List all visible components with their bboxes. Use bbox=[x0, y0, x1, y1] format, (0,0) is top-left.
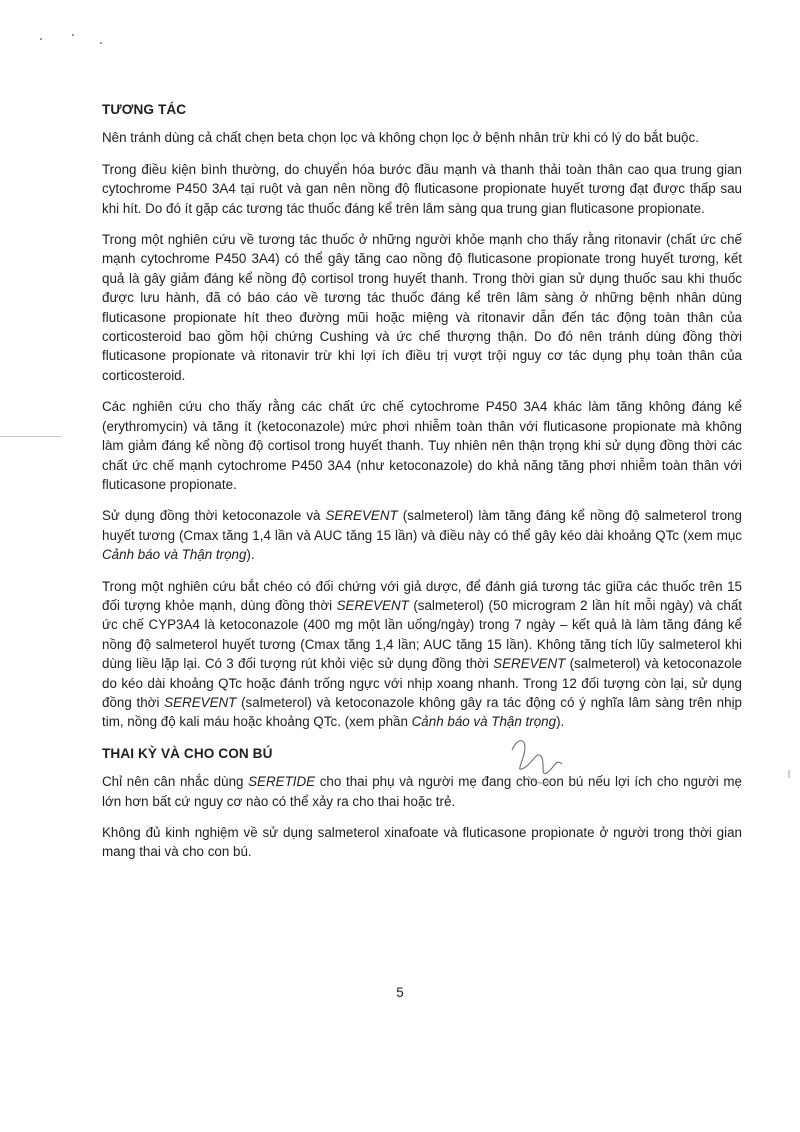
paragraph: Nên tránh dùng cả chất chẹn beta chọn lọc và không chọn lọc ở bệnh nhân trừ khi có lý do bắt buộc. bbox=[102, 130, 699, 146]
scan-edge-mark bbox=[788, 770, 790, 778]
paragraph: Các nghiên cứu cho thấy rằng các chất ức chế cytochrome P450 3A4 khác làm tăng không đáng kể (erythromycin) và tăng ít (ketoconazole) mức phơi nhiễm toàn thân với fluticasone propionate mà không làm giảm đáng kể nồng độ cortisol trong huyết thanh. Tuy nhiên nên thận trọng khi sử dụng đồng thời các chất ức chế mạnh cytochrome P450 3A4 (như ketoconazole) do khả năng tăng phơi nhiễm toàn thân với fluticasone propionate. bbox=[102, 399, 742, 492]
handwritten-signature bbox=[494, 728, 584, 798]
paragraph: Sử dụng đồng thời ketoconazole và SEREVENT (salmeterol) làm tăng đáng kể nồng độ salmeterol trong huyết tương (Cmax tăng 1,4 lần và AUC tăng 15 lần) và điều này có thể gây kéo dài khoảng QTc (xem mục Cảnh báo và Thận trọng). bbox=[102, 508, 742, 563]
page-number: 5 bbox=[396, 985, 404, 1000]
section-heading-pregnancy: THAI KỲ VÀ CHO CON BÚ bbox=[102, 745, 273, 761]
document-body bbox=[102, 100, 742, 874]
section-heading-interactions: TƯƠNG TÁC bbox=[102, 102, 187, 117]
scan-artifact-line bbox=[0, 436, 62, 437]
paragraph: Trong một nghiên cứu bắt chéo có đối chứng với giả dược, để đánh giá tương tác giữa các thuốc trên 15 đối tượng khỏe mạnh, dùng đồng thời SEREVENT (salmeterol) (50 microgram 2 lần hít mỗi ngày) và chất ức chế CYP3A4 là ketoconazole (400 mg một lần uống/ngày) trong 7 ngày – kết quả là làm tăng đáng kể nồng độ salmeterol huyết tương (Cmax tăng 1,4 lần; AUC tăng 15 lần). Không tăng tích lũy salmeterol khi dùng liều lặp lại. Có 3 đối tượng rút khỏi việc sử dụng đồng thời SEREVENT (salmeterol) và ketoconazole do kéo dài khoảng QTc hoặc đánh trống ngực với nhịp xoang nhanh. Trong 12 đối tượng còn lại, sử dụng đồng thời SEREVENT (salmeterol) và ketoconazole không gây ra tác động có ý nghĩa lâm sàng trên nhịp tim, nồng độ kali máu hoặc khoảng QTc. (xem phần Cảnh báo và Thận trọng). bbox=[102, 578, 743, 730]
paragraph: Trong điều kiện bình thường, do chuyển hóa bước đầu mạnh và thanh thải toàn thân cao qua trung gian cytochrome P450 3A4 tại ruột và gan nên nồng độ fluticasone propionate huyết tương đạt được thấp sau khi hít. Do đó ít gặp các tương tác thuốc đáng kể trên lâm sàng qua trung gian fluticasone propionate. bbox=[102, 161, 742, 216]
paragraph: Không đủ kinh nghiệm về sử dụng salmeterol xinafoate và fluticasone propionate ở người trong thời gian mang thai và cho con bú. bbox=[102, 825, 742, 860]
paragraph: Trong một nghiên cứu về tương tác thuốc ở những người khỏe mạnh cho thấy rằng ritonavir (chất ức chế mạnh cytochrome P450 3A4) có thể gây tăng cao nồng độ fluticasone propionate trong huyết tương, kết quả là gây giảm đáng kể nồng độ cortisol trong huyết thanh. Trong thời gian sử dụng thuốc sau khi thuốc được lưu hành, đã có báo cáo về tương tác thuốc đáng kể trên lâm sàng ở những bệnh nhân dùng fluticasone propionate hít theo đường mũi hoặc miệng và ritonavir dẫn đến tác động toàn thân của corticosteroid bao gồm hội chứng Cushing và ức chế thượng thận. Do đó nên tránh dùng đồng thời fluticasone propionate và ritonavir trừ khi lợi ích điều trị vượt trội nguy cơ tác dụng phụ toàn thân của corticosteroid. bbox=[102, 232, 742, 383]
scan-speck bbox=[40, 38, 42, 40]
paragraph: Chỉ nên cân nhắc dùng SERETIDE cho thai phụ và người mẹ đang cho con bú nếu lợi ích cho người mẹ lớn hơn bất cứ nguy cơ nào có thể xảy ra cho thai hoặc trẻ. bbox=[102, 774, 742, 809]
scan-speck bbox=[100, 42, 102, 44]
scan-speck bbox=[72, 34, 74, 36]
